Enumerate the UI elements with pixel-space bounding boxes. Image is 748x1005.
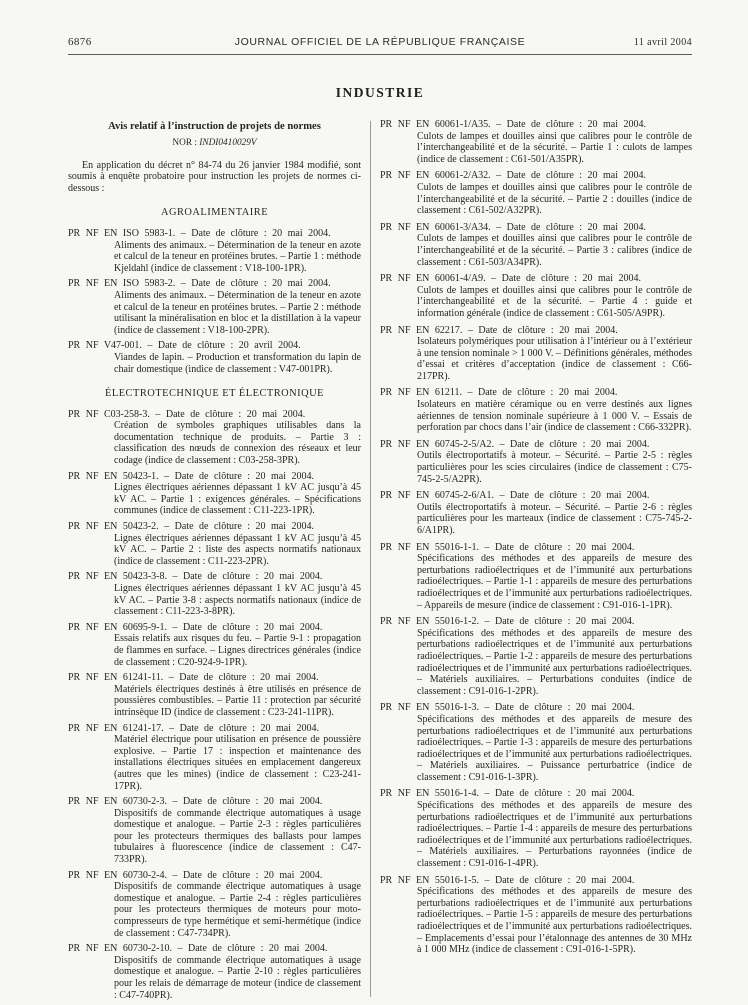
category-heading: ÉLECTROTECHNIQUE ET ÉLECTRONIQUE bbox=[105, 388, 324, 400]
norm-entry bbox=[380, 542, 692, 612]
norm-description: Matériel électrique pour utilisation en présence de poussière explosive. – Partie 17 : inspection et maintenance des installations électriques situées en emplacement dangereux (autres que les mines) (indice de classement : C23-241-17PR). bbox=[114, 734, 361, 792]
norm-description: Matériels électriques destinés à être utilisés en présence de poussières combustibles. – Partie 11 : protection par sécurité intrinsèque ID (indice de classement : C23-241-11PR). bbox=[114, 683, 361, 718]
norm-reference: PR NF EN 50423-2. – Date de clôture : 20 mai 2004. bbox=[68, 521, 315, 533]
norm-description: Dispositifs de commande électrique automatiques à usage domestique et analogue. – Partie 2-3 : règles particulières pour les protecteurs thermiques des ballasts pour lampes tubulaires à fluorescence (indice de classement : C47-733PR). bbox=[114, 807, 361, 866]
norm-description: Outils électroportatifs à moteur. – Sécurité. – Partie 2-6 : règles particulières pour les marteaux (indice de classement : C75-745-2-6/A1PR). bbox=[417, 501, 692, 536]
norm-reference: PR NF EN 60745-2-5/A2. – Date de clôture : 20 mai 2004. bbox=[380, 438, 650, 450]
norm-description: Création de symboles graphiques utilisables dans la documentation technique de produits. – Partie 3 : classification des nœuds de connexion des réseaux et leur codage (indice de classement : C03-258-3PR). bbox=[114, 420, 361, 467]
nor-code: INDI0410029V bbox=[199, 138, 257, 148]
norm-reference: PR NF EN 61211. – Date de clôture : 20 mai 2004. bbox=[380, 387, 618, 399]
norm-entry bbox=[380, 170, 692, 216]
norm-reference: PR NF EN 55016-1-2. – Date de clôture : 20 mai 2004. bbox=[380, 616, 635, 628]
norm-description: Spécifications des méthodes et des appareils de mesure des perturbations radioélectriques et de l’immunité aux perturbations radioélectriques. – Partie 1-1 : appareils de mesure des perturbations radioélectriques et de l’immunité aux perturbations radioélectriques. – Appareils de mesure (indice de classement : C91-016-1-1PR). bbox=[417, 553, 692, 611]
norm-entry bbox=[380, 788, 692, 869]
norm-entry bbox=[68, 571, 361, 617]
norm-description: Isolateurs en matière céramique ou en verre destinés aux lignes aériennes de tension nominale supérieure à 1 000 V. – Essais de perforation par chocs dans l’air (indice de classement : C66-332PR). bbox=[417, 399, 692, 434]
norm-reference: PR NF EN 62217. – Date de clôture : 20 mai 2004. bbox=[380, 324, 618, 336]
norm-entry bbox=[380, 702, 692, 783]
norm-entry bbox=[68, 228, 361, 274]
left-entry-list bbox=[68, 207, 361, 1001]
norm-description: Essais relatifs aux risques du feu. – Partie 9-1 : propagation de flammes en surface. – Lignes directrices générales (indice de classement : C20-924-9-1PR). bbox=[114, 633, 361, 668]
norm-description: Culots de lampes et douilles ainsi que calibres pour le contrôle de l’interchangeabilité et de la sécurité. – Partie 3 : calibres (indice de classement : C61-503/A34PR). bbox=[417, 233, 692, 268]
page-header bbox=[68, 36, 692, 48]
notice-intro: En application du décret n° 84-74 du 26 janvier 1984 modifié, sont soumis à enquête probatoire pour instruction les projets de normes ci-dessous : bbox=[68, 159, 361, 194]
norm-reference: PR NF EN 60695-9-1. – Date de clôture : 20 mai 2004. bbox=[68, 621, 323, 633]
norm-description: Dispositifs de commande électrique automatiques à usage domestique et analogue. – Partie 2-4 : règles particulières pour les protecteurs thermiques de moteurs pour moto-compresseurs de type hermétique et semi-hermétique (indice de classement : C47-734PR). bbox=[114, 881, 361, 939]
norm-entry bbox=[380, 387, 692, 433]
norm-description: Spécifications des méthodes et des appareils de mesure des perturbations radioélectriques et de l’immunité aux perturbations radioélectriques. – Partie 1-5 : appareils de mesure des perturbations radioélectriques et de l’immunité aux perturbations radioélectriques. – Emplacements d’essai pour l’étalonnage des antennes de 30 MHz à 1 000 MHz (indice de classement : C91-016-1-5PR). bbox=[417, 886, 692, 956]
norm-reference: PR NF C03-258-3. – Date de clôture : 20 mai 2004. bbox=[68, 408, 306, 420]
norm-entry bbox=[68, 278, 361, 336]
norm-entry bbox=[380, 119, 692, 165]
norm-description: Spécifications des méthodes et des appareils de mesure des perturbations radioélectriques et de l’immunité aux perturbations radioélectriques. – Partie 1-2 : appareils de mesure des perturbations radioélectriques et de l’immunité aux perturbations radioélectriques. – Matériels auxiliaires. – Perturbations conduites (indice de classement : C91-016-1-2PR). bbox=[417, 627, 692, 697]
norm-description: Dispositifs de commande électrique automatiques à usage domestique et analogue. – Partie 2-10 : règles particulières pour les relais de démarrage de moteur (indice de classement : C47-740PR). bbox=[114, 954, 361, 1001]
norm-reference: PR NF EN 55016-1-1. – Date de clôture : 20 mai 2004. bbox=[380, 541, 635, 553]
norm-entry bbox=[380, 490, 692, 536]
norm-entry bbox=[380, 273, 692, 319]
left-column bbox=[68, 119, 361, 1005]
norm-description: Lignes électriques aériennes dépassant 1 kV AC jusqu’à 45 kV AC. – Partie 3-8 : aspects normatifs nationaux (indice de classement : C11-223-3-8PR). bbox=[114, 583, 361, 618]
right-entry-list bbox=[380, 119, 692, 956]
norm-reference: PR NF EN 55016-1-4. – Date de clôture : 20 mai 2004. bbox=[380, 788, 635, 800]
norm-description: Culots de lampes et douilles ainsi que calibres pour le contrôle de l’interchangeabilité et de la sécurité. – Partie 2 : douilles (indice de classement : C61-502/A32PR). bbox=[417, 181, 692, 217]
norm-reference: PR NF EN 61241-11. – Date de clôture : 20 mai 2004. bbox=[68, 672, 319, 684]
norm-reference: PR NF EN 60730-2-10. – Date de clôture : 20 mai 2004. bbox=[68, 943, 328, 955]
norm-entry bbox=[68, 943, 361, 1001]
norm-reference: PR NF EN 50423-1. – Date de clôture : 20 mai 2004. bbox=[68, 470, 315, 482]
norm-reference: PR NF V47-001. – Date de clôture : 20 avril 2004. bbox=[68, 340, 301, 352]
norm-entry bbox=[380, 439, 692, 485]
norm-description: Spécifications des méthodes et des appareils de mesure des perturbations radioélectriques et de l’immunité aux perturbations radioélectriques. – Partie 1-4 : appareils de mesure des perturbations radioélectriques et de l’immunité aux perturbations radioélectriques. – Matériels auxiliaires. – Perturbations rayonnées (indice de classement : C91-016-1-4PR). bbox=[417, 800, 692, 870]
norm-entry bbox=[68, 521, 361, 567]
norm-entry bbox=[68, 340, 361, 375]
issue-date: 11 avril 2004 bbox=[633, 37, 692, 48]
notice-title: Avis relatif à l’instruction de projets de normes bbox=[108, 121, 321, 132]
section-title: INDUSTRIE bbox=[335, 85, 425, 100]
norm-entry bbox=[380, 325, 692, 383]
category-heading: AGROALIMENTAIRE bbox=[160, 207, 269, 219]
norm-entry bbox=[68, 870, 361, 940]
norm-description: Aliments des animaux. – Détermination de la teneur en azote et calcul de la teneur en protéines brutes. – Partie 1 : méthode Kjeldahl (indice de classement : V18-100-1PR). bbox=[114, 239, 361, 274]
norm-reference: PR NF EN 60061-1/A35. – Date de clôture : 20 mai 2004. bbox=[380, 119, 647, 130]
norm-entry bbox=[68, 622, 361, 668]
norm-description: Viandes de lapin. – Production et transformation du lapin de chair domestique (indice de classement : V47-001PR). bbox=[114, 351, 361, 375]
norm-description: Lignes électriques aériennes dépassant 1 kV AC jusqu’à 45 kV AC. – Partie 1 : exigences générales. – Spécifications communes (indice de classement : C11-223-1PR). bbox=[114, 482, 361, 517]
norm-reference: PR NF EN 60061-2/A32. – Date de clôture : 20 mai 2004. bbox=[380, 170, 647, 182]
norm-reference: PR NF EN ISO 5983-2. – Date de clôture : 20 mai 2004. bbox=[68, 278, 331, 290]
norm-entry bbox=[68, 796, 361, 866]
norm-reference: PR NF EN ISO 5983-1. – Date de clôture : 20 mai 2004. bbox=[68, 227, 331, 239]
column-divider bbox=[370, 121, 371, 997]
header-rule bbox=[68, 54, 692, 55]
page-number: 6876 bbox=[68, 36, 92, 48]
norm-reference: PR NF EN 50423-3-8. – Date de clôture : 20 mai 2004. bbox=[68, 571, 323, 583]
norm-description: Outils électroportatifs à moteur. – Sécurité. – Partie 2-5 : règles particulières pour les scies circulaires (indice de classement : C75-745-2-5/A2PR). bbox=[417, 450, 692, 485]
norm-description: Culots de lampes et douilles ainsi que calibres pour le contrôle de l’interchangeabilité et de la sécurité. – Partie 1 : culots de lampes (indice de classement : C61-501/A35PR). bbox=[417, 130, 692, 165]
norm-reference: PR NF EN 55016-1-3. – Date de clôture : 20 mai 2004. bbox=[380, 702, 635, 714]
nor-label: NOR : bbox=[172, 138, 200, 148]
norm-entry bbox=[380, 222, 692, 268]
norm-reference: PR NF EN 55016-1-5. – Date de clôture : 20 mai 2004. bbox=[380, 874, 635, 886]
norm-description: Aliments des animaux. – Détermination de la teneur en azote et calcul de la teneur en protéines brutes. – Partie 2 : méthode utilisant la minéralisation en bloc et la distillation à la vapeur (indice de classement : V18-100-2PR). bbox=[114, 289, 361, 336]
norm-reference: PR NF EN 61241-17. – Date de clôture : 20 mai 2004. bbox=[68, 722, 320, 734]
norm-description: Spécifications des méthodes et des appareils de mesure des perturbations radioélectriques et de l’immunité aux perturbations radioélectriques. – Partie 1-3 : appareils de mesure des perturbations radioélectriques et de l’immunité aux perturbations radioélectriques. – Matériels auxiliaires. – Puissance perturbatrice (indice de classement : C91-016-1-3PR). bbox=[417, 713, 692, 783]
right-column bbox=[380, 119, 692, 1005]
norm-entry bbox=[68, 409, 361, 467]
norm-description: Culots de lampes et douilles ainsi que calibres pour le contrôle de l’interchangeabilité et de la sécurité. – Partie 4 : guide et information générale (indice de classement : C61-505/A9PR). bbox=[417, 284, 692, 319]
norm-reference: PR NF EN 60745-2-6/A1. – Date de clôture : 20 mai 2004. bbox=[380, 490, 650, 502]
journal-title: JOURNAL OFFICIEL DE LA RÉPUBLIQUE FRANÇAISE bbox=[234, 36, 526, 48]
two-column-body bbox=[68, 119, 692, 1005]
norm-description: Isolateurs polymériques pour utilisation à l’intérieur ou à l’extérieur à une tension nominale > 1 000 V. – Définitions générales, méthodes d’essai et critères d’acceptation (indice de classement : C66-217PR). bbox=[417, 336, 692, 382]
norm-reference: PR NF EN 60061-4/A9. – Date de clôture : 20 mai 2004. bbox=[380, 273, 642, 285]
norm-entry bbox=[68, 672, 361, 718]
norm-reference: PR NF EN 60730-2-3. – Date de clôture : 20 mai 2004. bbox=[68, 796, 323, 808]
norm-reference: PR NF EN 60730-2-4. – Date de clôture : 20 mai 2004. bbox=[68, 869, 323, 881]
norm-description: Lignes électriques aériennes dépassant 1 kV AC jusqu’à 45 kV AC. – Partie 2 : liste des aspects normatifs nationaux (indice de classement : C11-223-2PR). bbox=[114, 532, 361, 567]
norm-entry bbox=[380, 875, 692, 956]
norm-entry bbox=[68, 723, 361, 793]
nor-line bbox=[68, 138, 361, 150]
norm-reference: PR NF EN 60061-3/A34. – Date de clôture : 20 mai 2004. bbox=[380, 221, 647, 233]
norm-entry bbox=[380, 616, 692, 697]
norm-entry bbox=[68, 471, 361, 517]
